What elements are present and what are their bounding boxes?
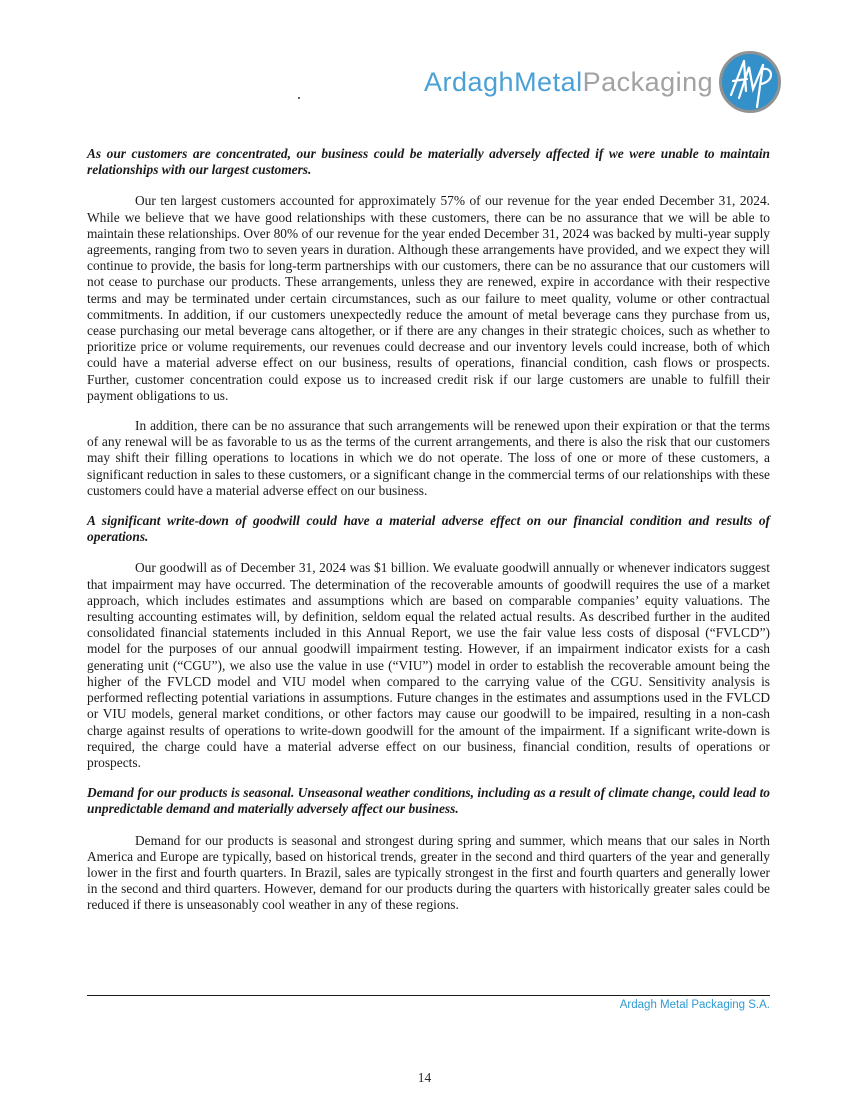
paragraph-customer-concentration-1: Our ten largest customers accounted for approximately 57% of our revenue for the year ended December 31, 2024. While we believe that we have good relationships with these customers, there can be no assurance that we will be able to maintain these relationships. Over 80% of our revenue for the year ended December 31, 2024 was backed by multi-year supply agreements, ranging from two to seven years in duration. Although these arrangements have provided, and we expect they will continue to provide, the basis for long-term partnerships with our customers, there can be no assurance that our customers will not cease to purchase our products. These arrangements, unless they are renewed, expire in accordance with their respective terms and may be terminated under certain circumstances, such as our failure to meet quality, volume or other contractual commitments. In addition, if our customers unexpectedly reduce the amount of metal beverage cans they purchase from us, cease purchasing our metal beverage cans altogether, or if there are any changes in their strategic choices, such as whether to prioritize price or volume requirements, our revenues could decrease and our inventory levels could increase, both of which could have a material adverse effect on our business, results of operations, financial condition, cash flows or prospects. Further, customer concentration could expose us to increased credit risk if our large customers are unable to fulfill their payment obligations to us. [87,193,770,403]
amp-monogram-icon [719,51,781,113]
page-number: 14 [417,1070,432,1085]
footer-divider [87,995,770,996]
company-logo-wordmark [424,51,713,113]
logo-wordmark-blue: ArdaghMetal [424,67,583,97]
risk-heading-goodwill-writedown: A significant write-down of goodwill could have a material adverse effect on our financial condition and results of operations. [87,513,770,545]
risk-heading-seasonal-demand: Demand for our products is seasonal. Unseasonal weather conditions, including as a result of climate change, could lead to unpredictable demand and materially adversely affect our business. [87,785,770,817]
risk-heading-customer-concentration: As our customers are concentrated, our business could be materially adversely affected if we were unable to maintain relationships with our largest customers. [87,146,770,178]
company-logo [424,51,781,113]
paragraph-seasonal-demand-1: Demand for our products is seasonal and strongest during spring and summer, which means that our sales in North America and Europe are typically, based on historical trends, greater in the second and third quarters of the year and generally lower in the first and fourth quarters. In Brazil, sales are typically strongest in the first and fourth quarters and generally lower in the second and third quarters. However, demand for our products during the quarters with historically greater sales could be reduced if there is unseasonably cool weather in any of these regions. [87,832,770,913]
logo-wordmark-gray: Packaging [582,67,714,97]
paragraph-goodwill-writedown-1: Our goodwill as of December 31, 2024 was $1 billion. We evaluate goodwill annually or whenever indicators suggest that impairment may have occurred. The determination of the recoverable amounts of goodwill requires the use of a market approach, which includes estimates and assumptions which are based on comparable companies’ equity valuations. The resulting accounting estimates will, by definition, seldom equal the related actual results. As described further in the audited consolidated financial statements included in this Annual Report, we use the fair value less costs of disposal (“FVLCD”) model for the purposes of our annual goodwill impairment testing. However, if an impairment indicator exists for a cash generating unit (“CGU”), we also use the value in use (“VIU”) model in order to establish the recoverable amount being the higher of the FVLCD model and VIU model when compared to the carrying value of the CGU. Sensitivity analysis is performed reflecting potential variations in assumptions. Future changes in the estimates and assumptions used in the FVLCD or VIU models, general market conditions, or other factors may cause our goodwill to be impaired, resulting in a non-cash charge against results of operations to write-down goodwill for the amount of the impairment. If a significant write-down is required, the charge could have a material adverse effect on our business, financial condition, results of operations or prospects. [87,560,770,770]
risk-factors-text [87,146,770,928]
footer-company-name: Ardagh Metal Packaging S.A. [619,999,770,1011]
stray-period-dot [298,97,300,99]
paragraph-customer-concentration-2: In addition, there can be no assurance that such arrangements will be renewed upon their expiration or that the terms of any renewal will be as favorable to us as the terms of the current arrangements, and there is also the risk that our customers may shift their filling operations to locations in which we do not operate. The loss of one or more of these customers, a significant reduction in sales to these customers, or a significant change in the commercial terms of our relationships with these customers could have a material adverse effect on our business. [87,418,770,498]
